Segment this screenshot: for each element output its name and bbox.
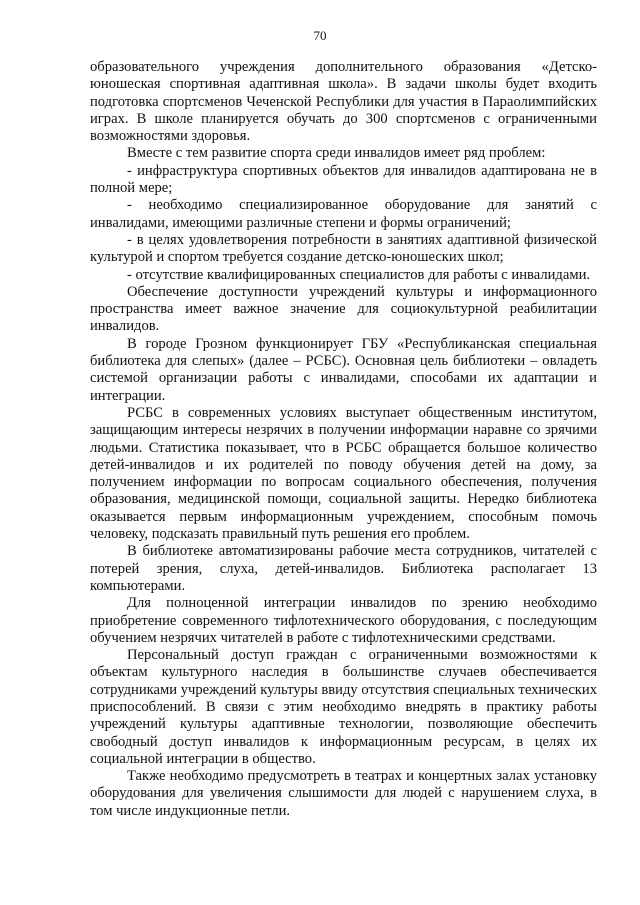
paragraph: В библиотеке автоматизированы рабочие места сотрудников, читателей с потерей зрения, слуха, детей-инвалидов. Библиотека располагает 13 компьютерами. (90, 543, 597, 594)
paragraph: Также необходимо предусмотреть в театрах и концертных залах установку оборудования для увеличения слышимости для людей с нарушением слуха, в том числе индукционные петли. (90, 768, 597, 819)
list-item: - инфраструктура спортивных объектов для инвалидов адаптирована не в полной мере; (90, 162, 597, 197)
list-item: - необходимо специализированное оборудование для занятий с инвалидами, имеющими различные степени и формы ограничений; (90, 197, 597, 231)
page-number: 70 (313, 28, 327, 43)
paragraph: Вместе с тем развитие спорта среди инвалидов имеет ряд проблем: (127, 145, 546, 162)
list-item: - отсутствие квалифицированных специалистов для работы с инвалидами. (127, 266, 591, 283)
paragraph: В городе Грозном функционирует ГБУ «Республиканская специальная библиотека для слепых» (далее – РСБС). Основная цель библиотеки – овладеть системой организации работы с инвалидами, способами их адаптации и интеграции. (90, 335, 597, 404)
paragraph: РСБС в современных условиях выступает общественным институтом, защищающим интересы незрячих в получении информации наравне со зрячими людьми. Статистика показывает, что в РСБС обращается большое количество детей-инвалидов и их родителей по поводу обучения детей на дому, за получением информации по вопросам социального обеспечения, получения образования, медицинской помощи, социальной защиты. Нередко библиотека оказывается первым информационным учреждением, способным помочь человеку, подсказать правильный путь решения его проблем. (90, 404, 597, 543)
paragraph: образовательного учреждения дополнительного образования «Детско-юношеская спортивная адаптивная школа». В задачи школы будет входить подготовка спортсменов Чеченской Республики для участия в Параолимпийских играх. В школе планируется обучать до 300 спортсменов с ограниченными возможностями здоровья. (90, 59, 597, 145)
paragraph: Для полноценной интеграции инвалидов по зрению необходимо приобретение современного тифлотехнического оборудования, с последующим обучением незрячих читателей в работе с тифлотехническими средствами. (90, 595, 597, 646)
body-text (90, 59, 597, 820)
list-item: - в целях удовлетворения потребности в занятиях адаптивной физической культурой и спортом требуется создание детско-юношеских школ; (90, 231, 597, 266)
paragraph: Персональный доступ граждан с ограниченными возможностями к объектам культурного наследия в большинстве случаев обеспечивается сотрудниками учреждений культуры ввиду отсутствия специальных технических приспособлений. В связи с этим необходимо внедрять в практику работы учреждений культуры адаптивные технологии, позволяющие обеспечить свободный доступ инвалидов к информационным ресурсам, в целях их социальной интеграции в общество. (90, 647, 597, 767)
paragraph: Обеспечение доступности учреждений культуры и информационного пространства имеет важное значение для социокультурной реабилитации инвалидов. (90, 283, 597, 335)
